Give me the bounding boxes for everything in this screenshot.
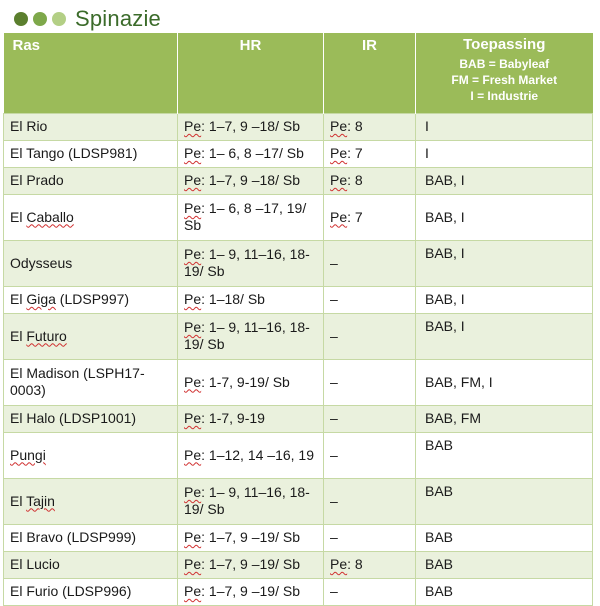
dot-icon xyxy=(14,12,28,26)
cell-toepassing xyxy=(416,551,593,578)
legend-line: I = Industrie xyxy=(470,89,539,103)
ir-text: Pe: 8 xyxy=(330,172,363,188)
ir-text: – xyxy=(330,291,338,307)
cell-ir xyxy=(324,524,416,551)
table-row xyxy=(4,194,593,240)
cell-toepassing xyxy=(416,578,593,605)
cell-ir xyxy=(324,405,416,432)
ras-text: El Halo (LDSP1001) xyxy=(10,410,137,426)
table-body xyxy=(4,113,593,605)
header-hr: HR xyxy=(178,33,324,113)
table-row xyxy=(4,240,593,286)
table-row xyxy=(4,551,593,578)
hr-prefix: Pe xyxy=(184,446,202,463)
ir-text: Pe: 8 xyxy=(330,556,363,572)
cell-ras xyxy=(4,551,178,578)
toep-text: BAB, I xyxy=(425,172,465,188)
toep-text: BAB xyxy=(425,583,454,599)
cell-ir xyxy=(324,240,416,286)
hr-text: : 1–7, 9 –18/ Sb xyxy=(201,172,300,188)
cell-toepassing xyxy=(416,432,593,478)
cell-ras xyxy=(4,524,178,551)
cell-toepassing xyxy=(416,167,593,194)
cell-ir xyxy=(324,167,416,194)
ras-text: El Caballo xyxy=(10,208,74,225)
legend-line: FM = Fresh Market xyxy=(451,73,558,87)
hr-text: : 1–18/ Sb xyxy=(201,291,265,307)
ras-text: El Rio xyxy=(10,118,48,134)
table-row xyxy=(4,524,593,551)
cell-toepassing xyxy=(416,313,593,359)
toep-text: BAB, I xyxy=(425,208,465,225)
toep-text: BAB, I xyxy=(425,291,465,307)
title-bar xyxy=(14,6,161,32)
cell-hr xyxy=(178,240,324,286)
header-toepassing-label: Toepassing xyxy=(463,36,546,53)
cell-hr xyxy=(178,194,324,240)
cell-ras xyxy=(4,313,178,359)
cell-hr xyxy=(178,167,324,194)
cell-toepassing xyxy=(416,359,593,405)
legend-line: BAB = Babyleaf xyxy=(459,57,550,71)
table-header-row xyxy=(4,33,593,113)
ras-text: El Lucio xyxy=(10,556,60,572)
cell-toepassing xyxy=(416,478,593,524)
cell-toepassing xyxy=(416,113,593,140)
hr-text: : 1–7, 9 –19/ Sb xyxy=(201,556,300,572)
toep-text: I xyxy=(425,118,429,134)
cell-ras xyxy=(4,578,178,605)
cell-ras xyxy=(4,359,178,405)
toep-text: I xyxy=(425,145,429,161)
cell-ras xyxy=(4,113,178,140)
header-ras: Ras xyxy=(4,33,178,113)
hr-prefix: Pe xyxy=(184,291,202,307)
ras-text: El Futuro xyxy=(10,327,67,344)
cell-hr xyxy=(178,551,324,578)
cell-ir xyxy=(324,113,416,140)
table-row xyxy=(4,405,593,432)
cell-ir xyxy=(324,432,416,478)
hr-prefix: Pe xyxy=(184,583,202,599)
cell-hr xyxy=(178,359,324,405)
cell-ras xyxy=(4,140,178,167)
ras-text: El Bravo (LDSP999) xyxy=(10,529,137,545)
cell-ir xyxy=(324,313,416,359)
header-toepassing xyxy=(416,33,593,113)
cell-ir xyxy=(324,578,416,605)
cell-hr xyxy=(178,313,324,359)
header-ir: IR xyxy=(324,33,416,113)
hr-prefix: Pe xyxy=(184,118,202,134)
table-row xyxy=(4,113,593,140)
ras-text: El Prado xyxy=(10,172,64,188)
hr-prefix: Pe xyxy=(184,484,202,500)
hr-prefix: Pe xyxy=(184,246,202,262)
cell-ras xyxy=(4,405,178,432)
ir-text: – xyxy=(330,254,338,271)
cell-toepassing xyxy=(416,524,593,551)
cell-ras xyxy=(4,194,178,240)
hr-prefix: Pe xyxy=(184,529,202,545)
hr-text: : 1–7, 9 –19/ Sb xyxy=(201,529,300,545)
toep-text: BAB, FM, I xyxy=(425,373,493,390)
hr-prefix: Pe xyxy=(184,145,202,161)
toep-text: BAB xyxy=(425,556,454,572)
ir-text: – xyxy=(330,492,338,509)
ir-text: – xyxy=(330,373,338,390)
ras-text: El Tango (LDSP981) xyxy=(10,145,138,161)
toep-text: BAB xyxy=(425,529,454,545)
hr-text: : 1– 6, 8 –17, 19/ Sb xyxy=(184,200,307,233)
cell-ir xyxy=(324,478,416,524)
hr-text: : 1-7, 9-19 xyxy=(201,410,265,426)
cell-hr xyxy=(178,405,324,432)
cell-ras xyxy=(4,478,178,524)
cell-ir xyxy=(324,359,416,405)
cell-hr xyxy=(178,524,324,551)
table-row xyxy=(4,313,593,359)
cell-ras xyxy=(4,432,178,478)
cell-toepassing xyxy=(416,405,593,432)
hr-prefix: Pe xyxy=(184,373,202,390)
hr-text: : 1– 9, 11–16, 18-19/ Sb xyxy=(184,319,310,352)
cell-ir xyxy=(324,286,416,313)
cell-hr xyxy=(178,286,324,313)
cell-hr xyxy=(178,432,324,478)
toep-text: BAB, FM xyxy=(425,410,482,426)
hr-prefix: Pe xyxy=(184,319,202,335)
cell-hr xyxy=(178,478,324,524)
ir-text: Pe: 7 xyxy=(330,145,363,161)
toep-text: BAB xyxy=(425,482,454,499)
hr-text: : 1–12, 14 –16, 19 xyxy=(201,446,314,463)
ras-text: El Tajin xyxy=(10,492,55,509)
cell-toepassing xyxy=(416,194,593,240)
ras-text: Pungi xyxy=(10,446,46,463)
cell-ir xyxy=(324,194,416,240)
cell-ir xyxy=(324,551,416,578)
toep-text: BAB xyxy=(425,436,454,453)
table-row xyxy=(4,167,593,194)
ras-text: El Furio (LDSP996) xyxy=(10,583,132,599)
cell-ras xyxy=(4,167,178,194)
cell-toepassing xyxy=(416,240,593,286)
hr-prefix: Pe xyxy=(184,200,202,216)
cell-toepassing xyxy=(416,286,593,313)
ir-text: Pe: 7 xyxy=(330,208,363,225)
hr-prefix: Pe xyxy=(184,556,202,572)
toep-text: BAB, I xyxy=(425,244,465,261)
ir-text: Pe: 8 xyxy=(330,118,363,134)
table-row xyxy=(4,140,593,167)
cell-hr xyxy=(178,113,324,140)
page-title: Spinazie xyxy=(75,6,161,31)
hr-text: : 1– 9, 11–16, 18-19/ Sb xyxy=(184,246,310,279)
hr-text: : 1– 6, 8 –17/ Sb xyxy=(201,145,304,161)
ras-text: El Giga (LDSP997) xyxy=(10,291,130,307)
hr-prefix: Pe xyxy=(184,410,202,426)
hr-text: : 1–7, 9 –19/ Sb xyxy=(201,583,300,599)
table-row xyxy=(4,359,593,405)
table-row xyxy=(4,286,593,313)
cell-ras xyxy=(4,286,178,313)
hr-text: : 1–7, 9 –18/ Sb xyxy=(201,118,300,134)
ras-text: El Madison (LSPH17-0003) xyxy=(10,365,145,398)
ir-text: – xyxy=(330,583,338,599)
cell-ir xyxy=(324,140,416,167)
toep-text: BAB, I xyxy=(425,317,465,334)
hr-text: : 1– 9, 11–16, 18-19/ Sb xyxy=(184,484,310,517)
table-row xyxy=(4,478,593,524)
ir-text: – xyxy=(330,446,338,463)
hr-prefix: Pe xyxy=(184,172,202,188)
ir-text: – xyxy=(330,327,338,344)
ras-text: Odysseus xyxy=(10,254,73,271)
cell-ras xyxy=(4,240,178,286)
varieties-table xyxy=(3,33,593,606)
ir-text: – xyxy=(330,410,338,426)
cell-toepassing xyxy=(416,140,593,167)
cell-hr xyxy=(178,578,324,605)
table-row xyxy=(4,432,593,478)
table-row xyxy=(4,578,593,605)
dot-icon xyxy=(33,12,47,26)
dot-icon xyxy=(52,12,66,26)
ir-text: – xyxy=(330,529,338,545)
cell-hr xyxy=(178,140,324,167)
hr-text: : 1-7, 9-19/ Sb xyxy=(201,373,290,390)
